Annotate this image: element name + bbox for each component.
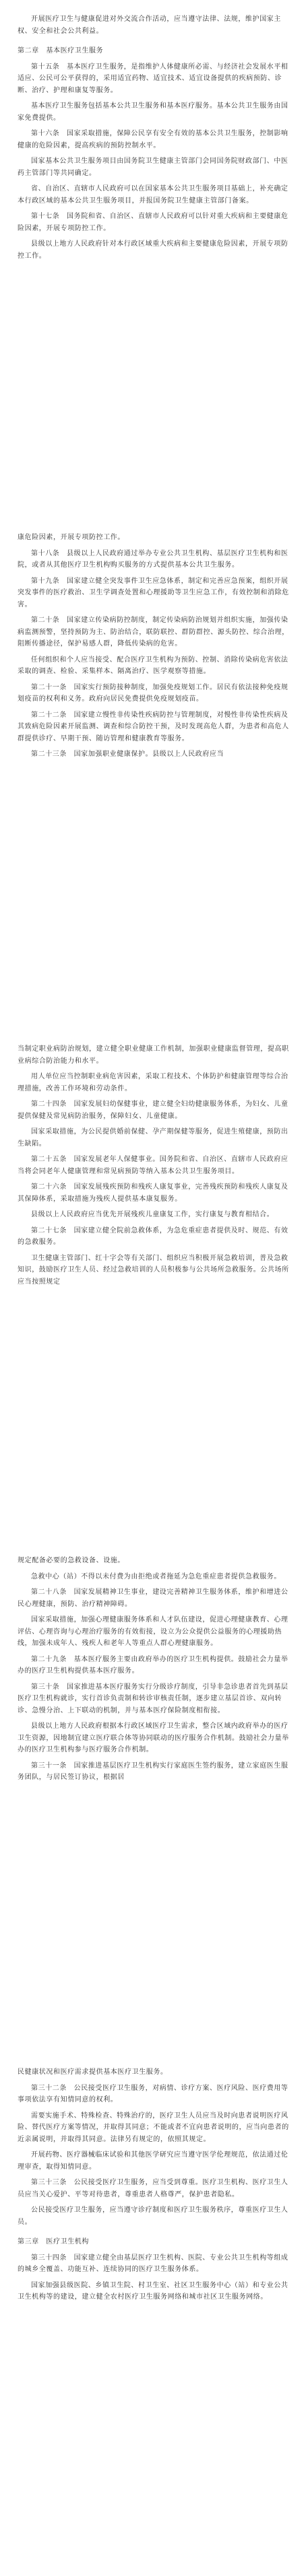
paragraph: 省、自治区、直辖市人民政府可以在国家基本公共卫生服务项目基础上，补充确定本行政区域的基本公共卫生服务项目，并报国务院卫生健康主管部门备案。 — [18, 185, 288, 205]
paragraph: 开展医疗卫生与健康促进对外交流合作活动，应当遵守法律、法规，维护国家主权、安全和社会公共利益。 — [18, 15, 281, 35]
paragraph: 第二十四条 国家发展妇幼保健事业，建立健全妇幼健康服务体系，为妇女、儿童提供保健及常见病防治服务，保障妇女、儿童健康。 — [18, 1101, 288, 1120]
paragraph: 县级以上人民政府应当优先开展残疾儿童康复工作，实行康复与教育相结合。 — [31, 1211, 274, 1218]
text-block-2 — [18, 532, 294, 765]
paragraph: 第二十五条 国家发展老年人保健事业。国务院和省、自治区、直辖市人民政府应当将会同老年人健康管理和常见病预防等纳入基本公共卫生服务项目。 — [18, 1156, 288, 1175]
paragraph: 康危险因素，开展专项防控工作。 — [18, 534, 125, 541]
paragraph: 规定配备必要的急救设备、设施。 — [18, 1557, 125, 1564]
paragraph: 急救中心（站）不得以未付费为由拒绝或者拖延为急危重症患者提供急救服务。 — [31, 1572, 281, 1580]
paragraph: 第三十条 国家推进基本医疗服务实行分级诊疗制度，引导非急诊患者首先到基层医疗卫生机构就诊，实行首诊负责制和转诊审核责任制，逐步建立基层首诊、双向转诊、急慢分治、上下联动的机制，并与基本医疗保险制度相衔接。 — [18, 1683, 288, 1714]
paragraph: 国家采取措施，加强心理健康服务体系和人才队伍建设，促进心理健康教育、心理评估、心理咨询与心理治疗服务的有效衔接，设立为公众提供公益服务的心理援助热线，加强未成年人、残疾人和老年人等重点人群心理健康服务。 — [18, 1616, 288, 1647]
paragraph: 需要实施手术、特殊检查、特殊治疗的，医疗卫生人员应当及时向患者说明医疗风险、替代医疗方案等情况，并取得其同意；不能或者不宜向患者说明的，应当向患者的近亲属说明，并取得其同意。法律另有规定的，依照其规定。 — [18, 2112, 289, 2143]
paragraph: 国家加强县级医院、乡镇卫生院、村卫生室、社区卫生服务中心（站）和专业公共卫生机构等的建设，建立健全农村医疗卫生服务网络和城市社区卫生服务网络。 — [18, 2281, 288, 2301]
section-heading: 第二章 基本医疗卫生服务 — [18, 47, 104, 55]
paragraph: 任何组织和个人应当接受、配合医疗卫生机构为预防、控制、消除传染病危害依法采取的调查、检验、采集样本、隔离治疗、医学观察等措施。 — [18, 656, 288, 675]
paragraph: 第三十一条 国家推进基层医疗卫生机构实行家庭医生签约服务，建立家庭医生服务团队，与居民签订协议，根据居 — [18, 1762, 288, 1781]
paragraph: 第二十七条 国家建立健全院前急救体系，为急危重症患者提供及时、规范、有效的急救服务。 — [18, 1226, 288, 1246]
paragraph: 第十六条 国家采取措施，保障公民享有安全有效的基本公共卫生服务，控制影响健康的危险因素，提高疾病的预防控制水平。 — [18, 130, 288, 149]
paragraph: 用人单位应当控制职业病危害因素，采取工程技术、个体防护和健康管理等综合治理措施，改善工作环境和劳动条件。 — [18, 1073, 288, 1092]
paragraph: 民健康状况和医疗需求提供基本医疗卫生服务。 — [18, 2068, 168, 2076]
paragraph: 第二十九条 基本医疗服务主要由政府举办的医疗卫生机构提供。鼓励社会力量举办的医疗卫生机构提供基本医疗服务。 — [18, 1655, 288, 1675]
text-block-1 — [18, 13, 294, 266]
text-block-3 — [18, 1043, 294, 1292]
paragraph: 第二十三条 国家加强职业健康保护。县级以上人民政府应当 — [31, 751, 224, 758]
paragraph: 第三十四条 国家建立健全由基层医疗卫生机构、医院、专业公共卫生机构等组成的城乡全覆盖、功能互补、连续协同的医疗卫生服务体系。 — [18, 2254, 288, 2273]
paragraph: 当制定职业病防治规划，建立健全职业健康工作机制，加强职业健康监督管理，提高职业病综合防治能力和水平。 — [18, 1045, 289, 1065]
paragraph: 第十九条 国家建立健全突发事件卫生应急体系，制定和完善应急预案，组织开展突发事件的医疗救治、卫生学调查处置和心理援助等卫生应急工作，有效控制和消除危害。 — [18, 577, 289, 608]
paragraph: 第二十条 国家建立传染病防控制度，制定传染病防治规划并组织实施，加强传染病监测预警，坚持预防为主、防治结合，联防联控、群防群控、源头防控、综合治理，阻断传播途径，保护易感人群，降低传染病的危害。 — [18, 617, 289, 648]
paragraph: 第二十一条 国家实行预防接种制度，加强免疫规划工作。居民有依法接种免疫规划疫苗的权利和义务。政府向居民免费提供免疫规划疫苗。 — [18, 683, 288, 703]
paragraph: 县级以上地方人民政府针对本行政区域重大疾病和主要健康危险因素，开展专项防控工作。 — [18, 240, 288, 260]
paragraph: 第十七条 国务院和省、自治区、直辖市人民政府可以针对重大疾病和主要健康危险因素，开展专项防控工作。 — [18, 213, 288, 232]
section-heading: 第三章 医疗卫生机构 — [18, 2238, 89, 2246]
paragraph: 国家基本公共卫生服务项目由国务院卫生健康主管部门会同国务院财政部门、中医药主管部门等共同确定。 — [18, 158, 288, 177]
paragraph: 基本医疗卫生服务包括基本公共卫生服务和基本医疗服务。基本公共卫生服务由国家免费提供。 — [18, 102, 288, 122]
paragraph: 第三十二条 公民接受医疗卫生服务，对病情、诊疗方案、医疗风险、医疗费用等事项依法享有知情同意的权利。 — [18, 2084, 288, 2103]
paragraph: 公民接受医疗卫生服务，应当遵守诊疗制度和医疗卫生服务秩序，尊重医疗卫生人员。 — [18, 2206, 288, 2226]
paragraph: 第三十三条 公民接受医疗卫生服务，应当受到尊重。医疗卫生机构、医疗卫生人员应当关心爱护、平等对待患者，尊重患者人格尊严，保护患者隐私。 — [18, 2179, 288, 2198]
paragraph: 第二十六条 国家发展残疾预防和残疾人康复事业，完善残疾预防和残疾人康复及其保障体系，采取措施为残疾人提供基本康复服务。 — [18, 1183, 288, 1203]
text-block-4 — [18, 1555, 294, 1788]
paragraph: 县级以上地方人民政府根据本行政区域医疗卫生需求，整合区域内政府举办的医疗卫生资源，因地制宜建立医疗联合体等协同联动的医疗服务合作机制。鼓励社会力量举办的医疗卫生机构参与医疗服务合作机制。 — [18, 1722, 289, 1753]
paragraph: 卫生健康主管部门、红十字会等有关部门、组织应当积极开展急救培训，普及急救知识，鼓励医疗卫生人员、经过急救培训的人员积极参与公共场所急救服务。公共场所应当按照规定 — [18, 1254, 289, 1286]
paragraph: 第二十二条 国家建立慢性非传染性疾病防控与管理制度，对慢性非传染性疾病及其致病危险因素开展监测、调查和综合防控干预，及时发现高危人群，为患者和高危人群提供诊疗、早期干预、随访管理和健康教育等服务。 — [18, 711, 289, 742]
paragraph: 第十八条 县级以上人民政府通过举办专业公共卫生机构、基层医疗卫生机构和医院，或者从其他医疗卫生机构购买服务的方式提供基本公共卫生服务。 — [18, 549, 288, 569]
paragraph: 第二十八条 国家发展精神卫生事业，建设完善精神卫生服务体系，维护和增进公民心理健康，预防、治疗精神障碍。 — [18, 1589, 288, 1608]
paragraph: 国家采取措施，为公民提供婚前保健、孕产期保健等服务，促进生殖健康，预防出生缺陷。 — [18, 1128, 288, 1148]
paragraph: 第十五条 基本医疗卫生服务，是指维护人体健康所必需、与经济社会发展水平相适应、公民可公平获得的，采用适宜药物、适宜技术、适宜设备提供的疾病预防、诊断、治疗、护理和康复等服务。 — [18, 63, 288, 94]
text-block-5 — [18, 2066, 294, 2307]
paragraph: 开展药物、医疗器械临床试验和其他医学研究应当遵守医学伦理规范，依法通过伦理审查，取得知情同意。 — [18, 2151, 288, 2171]
